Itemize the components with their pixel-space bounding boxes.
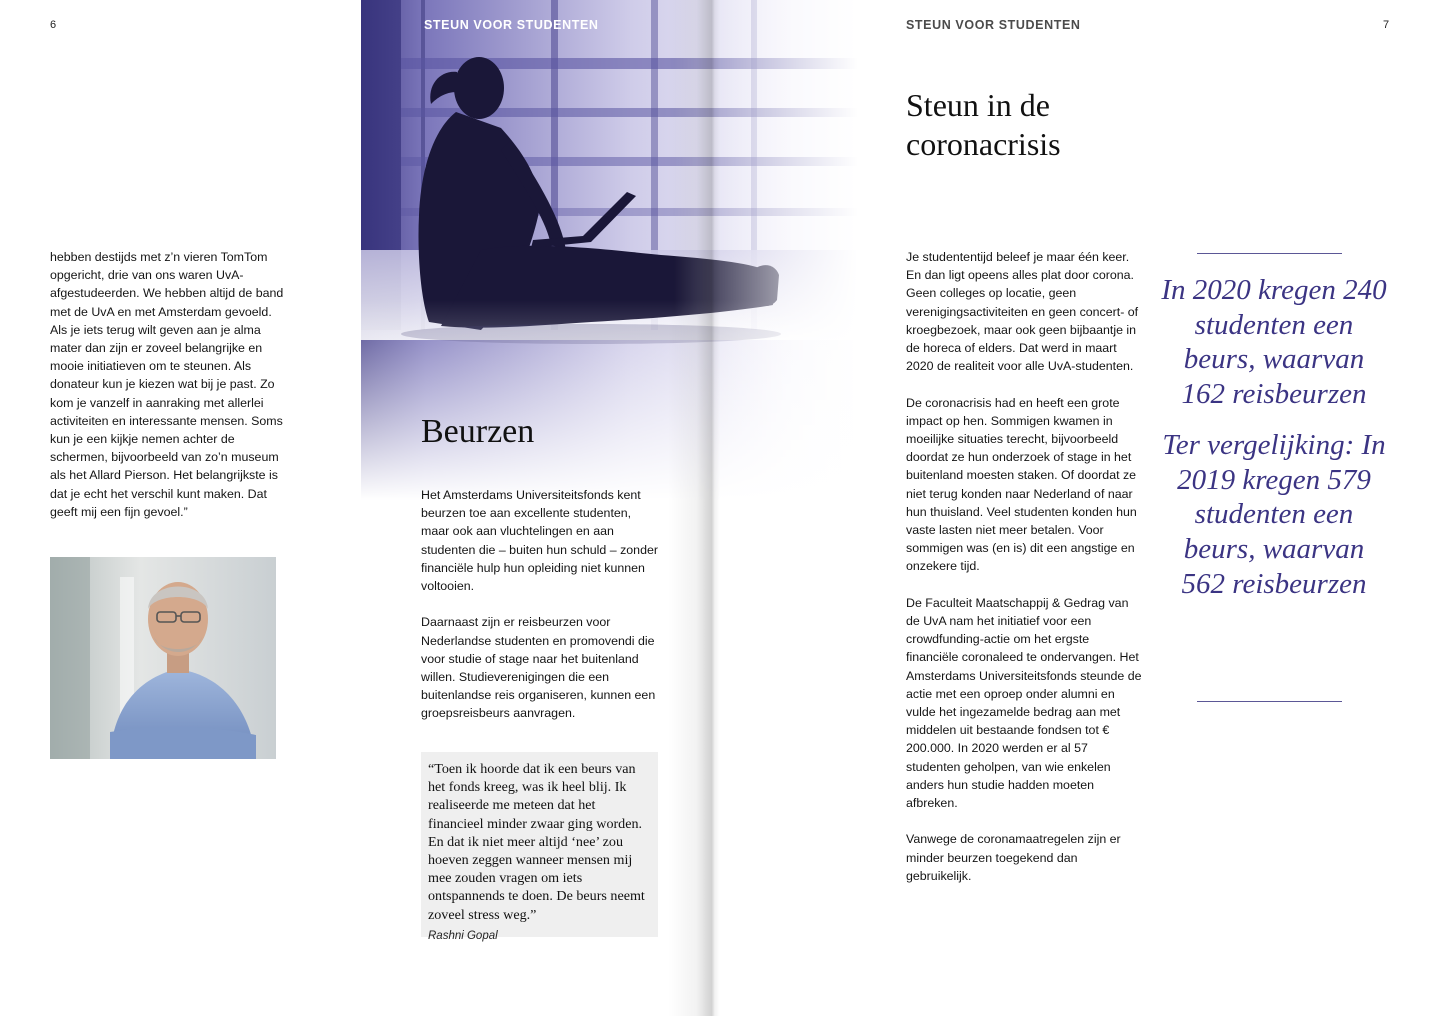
portrait-photo — [50, 557, 276, 759]
corona-paragraph: Vanwege de coronamaatregelen zijn er minder beurzen toegekend dan gebruikelijk. — [906, 832, 1121, 883]
student-quote-box — [421, 752, 658, 942]
page-number-left: 6 — [50, 19, 57, 31]
corona-paragraph: De Faculteit Maatschappij & Gedrag van de UvA nam het initiatief voor een crowdfunding-actie om het ergste financiële coronaleed te ondervangen. Het Amsterdams Universiteitsfonds steunde de actie met een oproep onder alumni en vulde het ingezamelde bedrag aan met middelen uit bestaande fondsen tot € 200.000. In 2020 werden er al 57 studenten geholpen, van wie enkelen anders hun studie hadden moeten afbreken. — [906, 595, 1142, 811]
pull-quote-rule-top — [1197, 253, 1342, 254]
corona-heading: Steun in de coronacrisis — [906, 87, 1061, 162]
beurzen-paragraph: Daarnaast zijn er reisbeurzen voor Nederlandse studenten en promovendi die voor studie of stage naar het buitenland willen. Studieverenigingen die een buitenlandse reis organiseren, kunnen een groepsreisbeurs aanvragen. — [421, 615, 656, 721]
beurzen-text — [421, 486, 661, 741]
pull-quote-first: In 2020 kregen 240 studenten een beurs, waarvan 162 reisbeurzen — [1161, 274, 1387, 411]
corona-text — [906, 248, 1142, 903]
corona-paragraph: De coronacrisis had en heeft een grote impact op hen. Sommigen kwamen in moeilijke situaties terecht, bijvoorbeeld doordat ze hun onderzoek of stage in het buitenland moesten staken. Of doordat ze niet terug konden naar Nederland of naar hun thuisland. Veel studenten konden hun vaste lasten niet meer betalen. Voor sommigen was (en is) dit een angstige en onzekere tijd. — [906, 395, 1137, 574]
pull-quote — [1160, 273, 1388, 601]
student-quote-text: “Toen ik hoorde dat ik een beurs van het fonds kreeg, was ik heel blij. Ik realiseerde me meteen dat het financieel minder zwaar ging worden. En dat ik niet meer altijd ‘nee’ zou hoeven zeggen wanneer mensen mij mee zouden vragen om iets ontspannends te doen. De beurs neemt zoveel stress weg.” — [428, 761, 645, 923]
running-head-right: STEUN VOOR STUDENTEN — [906, 18, 1081, 32]
left-paragraph: hebben destijds met z’n vieren TomTom opgericht, drie van ons waren UvA-afgestudeerden. We hebben altijd de band met de UvA en met Amsterdam gevoeld. Als je iets terug wilt geven aan je alma mater dan zijn er zoveel belangrijke en mooie initiatieven om te steunen. Als donateur kun je kiezen wat bij je past. Zo kom je vanzelf in aanraking met allerlei activiteiten en interessante mensen. Soms kun je een kijkje nemen achter de schermen, bijvoorbeeld van zo’n museum als het Allard Pierson. Het belangrijkste is dat je echt het verschil kunt maken. Dat geeft mij een fijn gevoel.” — [50, 250, 284, 519]
beurzen-heading: Beurzen — [421, 413, 535, 450]
corona-paragraph: Je studententijd beleef je maar één keer. En dan ligt opeens alles plat door corona. Geen colleges op locatie, geen verenigingsactiviteiten en geen concert- of kroegbezoek, maar ook geen bijbaantje in de horeca of elders. Dat werd in maart 2020 de realiteit voor alle UvA-studenten. — [906, 250, 1139, 374]
running-head-left: STEUN VOOR STUDENTEN — [424, 18, 599, 32]
pull-quote-rule-bottom — [1197, 701, 1342, 702]
pull-quote-second: Ter vergelijking: In 2019 kregen 579 studenten een beurs, waarvan 562 reisbeurzen — [1162, 428, 1386, 600]
beurzen-paragraph: Het Amsterdams Universiteitsfonds kent beurzen toe aan excellente studenten, maar ook aan vluchtelingen en aan studenten die – buiten hun schuld – zonder financiële hulp hun opleiding niet kunnen voltooien. — [421, 488, 658, 594]
page-gutter-shadow — [668, 0, 720, 1016]
left-column-text — [50, 248, 285, 539]
student-quote-author: Rashni Gopal — [428, 929, 498, 942]
page-number-right: 7 — [1383, 19, 1390, 31]
